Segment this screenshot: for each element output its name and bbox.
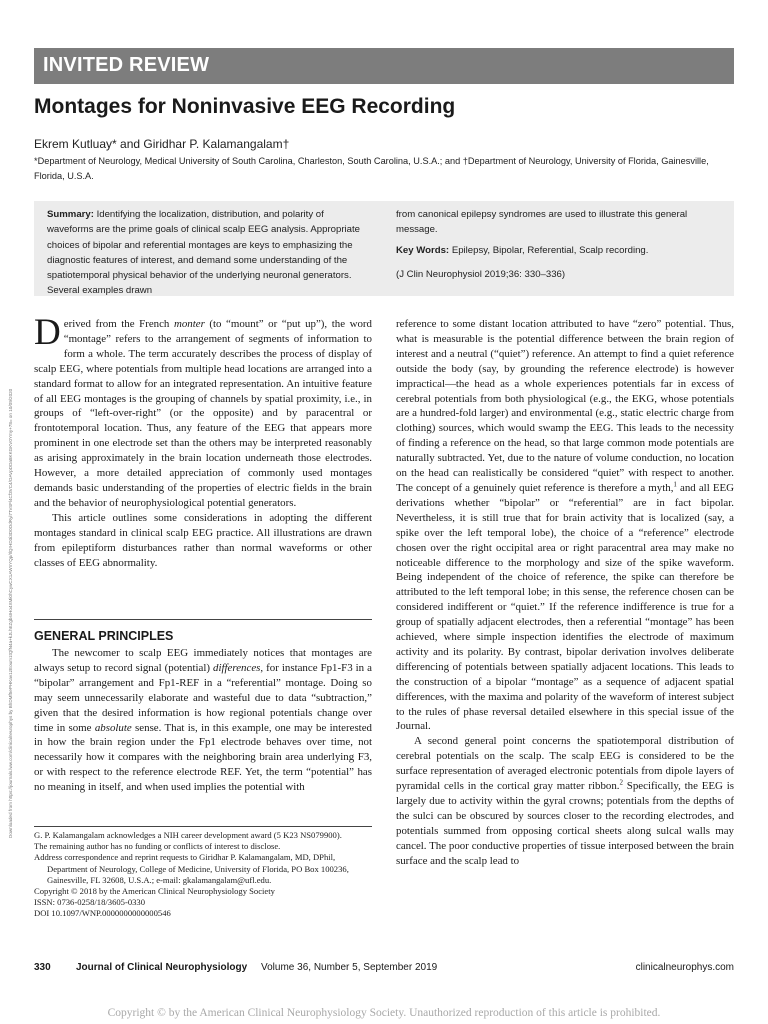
gp-paragraph-1: The newcomer to scalp EEG immediately notices that montages are always setup to record signal (potential) differences, for instance Fp1-F3 in a “bipolar” arrangement and Fp1-REF in a “referential” montage. Doing so may seem unnecessarily elaborate and wasteful due to data “subtraction,” given that the desired information is how regional potentials change over time in some absolute sense. That is, in this example, one may be interested in how the brain region under the Fp1 electrode behaves over time, not necessarily how it compares with the neighboring brain area underlying F3, or with respect to the reference electrode REF. Yet, the term “potential” has no meaning in itself, and when used implies the potential with: [34, 647, 372, 794]
footnote-divider: [34, 826, 372, 827]
col2-paragraph-2: A second general point concerns the spatiotemporal distribution of cerebral potentials on the scalp. The scalp EEG is considered to be the surface representation of averaged electronic potentials from dipole layers of pyramidal cells in the cortical gray matter ribbon.$^2$ Specifically, the EEG is largely due to activity within the gyral crowns; potentials from the depths of the sulci can be obscured by sources closer to the recording electrodes, and potentials summed from opposing cortical sheets along sulcal walls may cancel. The poor conductive properties of tissue interposed between the brain surface and the scalp lead to: [396, 735, 734, 867]
journal-website: clinicalneurophys.com: [635, 962, 734, 973]
intro-paragraph-1: Derived from the French monter (to “mount” or “put up”), the word “montage” refers to the arrangement of segments of information to form a whole. The term accurately describes the process of display of scalp EEG, where potentials from multiple head locations are arranged into a standard format to allow for an integrated representation. An intuitive feature of all EEG montages is the grouping of channels by spatial proximity, i.e., in groups of “left-over-right” (or the opposite) and by paracentral or frontotemporal location. Thus, any feature of the EEG that appears more prominent in one electrode set than the others may be interpreted reasonably as arising approximately in the brain location underneath those electrodes. However, a more detailed appreciation of commonly used montages demands basic understanding of the properties of electric fields in the brain and the behavior of neurophysiological potential generators.: [34, 312, 372, 509]
citation: (J Clin Neurophysiol 2019;36: 330–336): [396, 268, 566, 280]
article-authors: Ekrem Kutluay* and Giridhar P. Kalamangalam†: [34, 137, 290, 151]
right-column: [396, 317, 734, 869]
footnote: G. P. Kalamangalam acknowledges a NIH career development award (5 K23 NS079900).: [34, 830, 342, 840]
download-watermark-text: Downloaded from https://journals.lww.com/clinicalneurophys by BhDMf5ePHKav1zEoum1tQfN4a+kJLhEZgbsIHo4XMi0hCywCX1AWnYQp/IlQrHD3i3D0OdRyi7TvSFl4Cf3VC4/OAVpDDa8KKGKV0Ymy+78= on 10/09/2020: [8, 388, 13, 838]
journal-name: Journal of Clinical Neurophysiology: [76, 962, 248, 973]
section-divider: [34, 619, 372, 620]
footnote: The remaining author has no funding or conflicts of interest to disclose.: [34, 841, 281, 852]
abstract-summary: [47, 207, 372, 299]
footnotes: [34, 830, 372, 920]
article-affiliations: *Department of Neurology, Medical University of South Carolina, Charleston, South Carolina, U.S.A.; and †Department of Neurology, University of Florida, Gainesville, Florida, U.S.A.: [34, 156, 709, 181]
keywords: Epilepsy, Bipolar, Referential, Scalp recording.: [451, 244, 649, 256]
footnote: Address correspondence and reprint requests to Giridhar P. Kalamangalam, MD, DPhil, Department of Neurology, College of Medicine, University of Florida, PO Box 100236, Gainesville, FL 32608, U.S.A.; e-mail: gkalamangalam@ufl.edu.: [34, 852, 349, 885]
footnote: ISSN: 0736-0258/18/3605-0330: [34, 897, 146, 908]
drop-cap: D: [34, 312, 61, 353]
footnote: DOI 10.1097/WNP.0000000000000546: [34, 908, 171, 919]
download-watermark: [8, 198, 20, 838]
section-heading: GENERAL PRINCIPLES: [34, 629, 174, 643]
keywords-label: Key Words:: [396, 244, 450, 256]
general-principles-column: [34, 646, 372, 795]
intro-section: [34, 312, 372, 570]
summary-label: Summary:: [47, 209, 94, 220]
summary-text-continued: from canonical epilepsy syndromes are used to illustrate this general message.: [396, 209, 688, 236]
summary-text: Identifying the localization, distribution, and polarity of waveforms are the prime goals of clinical scalp EEG analysis. Appropriate choices of bipolar and referential montages are keys to emphasizing the diagnostic features of interest, and demand some understanding of the spatiotemporal physical behavior of the underlying neuronal generators. Several examples drawn: [47, 209, 361, 297]
footnote: Copyright © 2018 by the American Clinical Neurophysiology Society: [34, 886, 275, 897]
volume-info: Volume 36, Number 5, September 2019: [261, 962, 438, 973]
col2-paragraph-1: reference to some distant location attributed to have “zero” potential. Thus, what is measurable is the potential difference between the brain region of interest and a neutral (“quiet”) reference. An attempt to find a quiet reference outside the body (say, by grounding the reference electrode) is however impractical—the head as a whole experiences potentials far in excess of cerebral potentials from both physiological (e.g., the EKG, whose potentials are a hundred-fold larger) and environmental (e.g., static electric charge from clothing) sources, which would swamp the EEG. This leads to the necessity of finding a reference on the head, so that large common mode potentials are naturally subtracted. Yet, due to the nature of volume conduction, no location on the head can realistically be considered “quiet” with respect to another. The concept of a genuinely quiet reference is therefore a myth,$^1$ and all EEG derivations whether “bipolar” or “referential” are in fact bipolar. Nevertheless, it is still true that for brain activity that is localized (say, a spike over the left temporal lobe), the choice of a “reference” electrode chosen over the right occipital area or right paracentral area may make no noticeable difference to the morphology and size of the spike waveform. Being independent of the choice of reference, the spike can therefore be attributed to the left temporal lobe; in this sense, the reference chosen can be considered indifferent or “quiet.” If the reference indifference is true for a group of spatially adjacent electrodes, then a referential “montage” has been achieved, where simple inspection identifies the electrode of maximum activity and its polarity. By contrast, bipolar derivation involves deliberate differencing of potentials between spatially adjacent locations. This leads to the construction of a bipolar “montage” as a sequence of adjacent spatial differences, with the maxima and polarity of the waveform of interest subject to the rules of phase reversal detailed elsewhere in this special issue of the Journal.: [396, 318, 734, 733]
page-number: 330: [34, 962, 51, 973]
article-title: Montages for Noninvasive EEG Recording: [34, 95, 456, 118]
intro-paragraph-2: This article outlines some considerations in adopting the different montages standard in clinical scalp EEG practice. All illustrations are drawn from epileptiform disturbances rather than normal waveforms or other classes of EEG abnormality.: [34, 511, 372, 569]
keywords-line: [396, 243, 721, 258]
section-banner: [34, 48, 734, 84]
abstract-box: [34, 201, 734, 296]
banner-label: INVITED REVIEW: [43, 54, 210, 76]
abstract-continued: [396, 207, 721, 282]
copyright-notice: Copyright © by the American Clinical Neurophysiology Society. Unauthorized reproduction of this article is prohibited.: [107, 1007, 661, 1019]
